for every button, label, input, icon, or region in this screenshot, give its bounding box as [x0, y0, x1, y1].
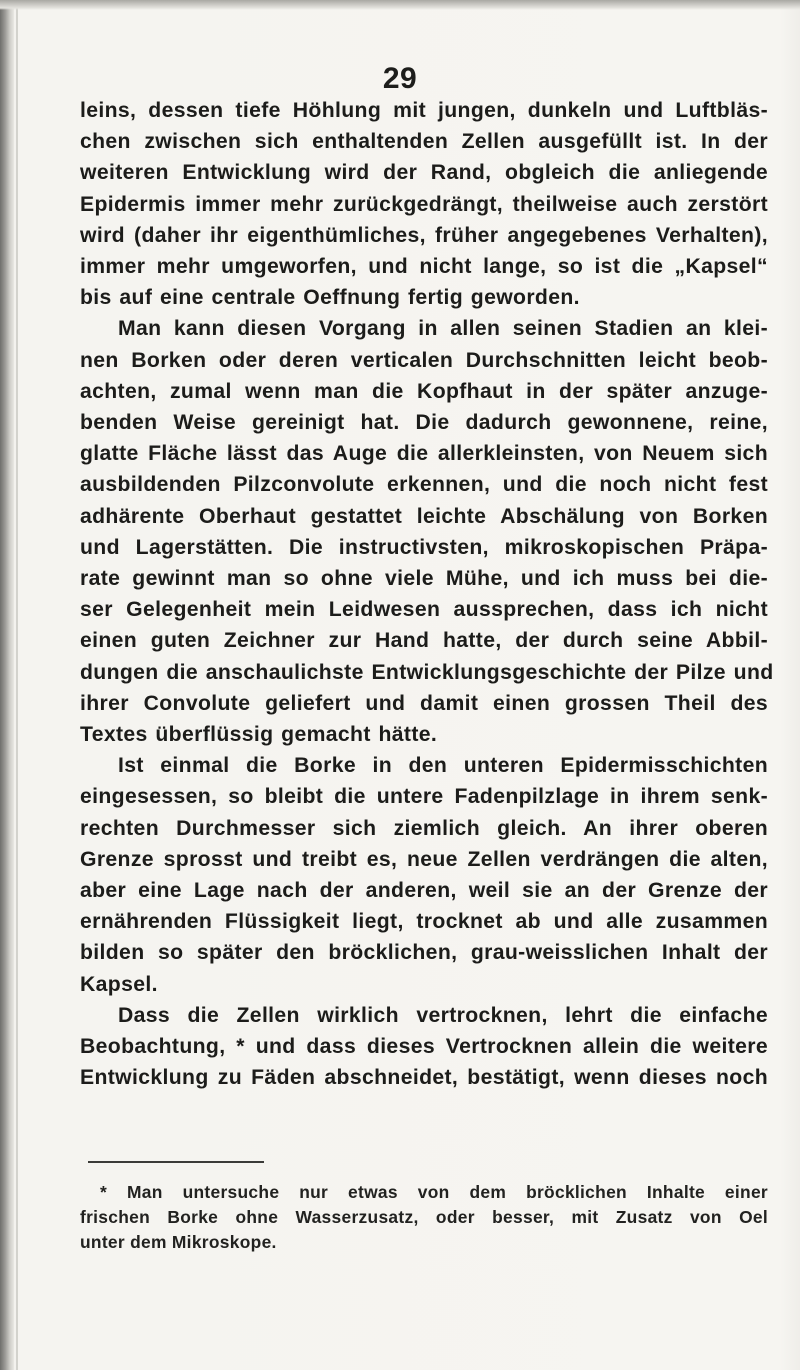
text-line: immer mehr umgeworfen, und nicht lange, so ist die „Kapsel“	[80, 255, 768, 279]
page-top-edge	[0, 0, 800, 10]
footnote	[80, 1180, 768, 1255]
text-line: wird (daher ihr eigenthümliches, früher angegebenes Verhalten),	[80, 223, 768, 247]
text-line: Epidermis immer mehr zurückgedrängt, theilweise auch zerstört	[80, 192, 768, 216]
text-line: ihrer Convolute geliefert und damit einen grossen Theil des	[80, 691, 768, 715]
footnote-line: unter dem Mikroskope.	[80, 1232, 277, 1252]
body-text	[80, 95, 774, 1094]
text-line: und Lagerstätten. Die instructivsten, mikroskopischen Präpa-	[80, 535, 768, 559]
text-line: achten, zumal wenn man die Kopfhaut in der später anzuge-	[80, 379, 768, 403]
text-line: ernährenden Flüssigkeit liegt, trocknet ab und alle zusammen	[80, 910, 768, 934]
text-line: adhärente Oberhaut gestattet leichte Abschälung von Borken	[80, 504, 768, 528]
text-line: bis auf eine centrale Oeffnung fertig geworden.	[80, 286, 580, 310]
text-line: benden Weise gereinigt hat. Die dadurch gewonnene, reine,	[80, 411, 768, 435]
footnote-line: * Man untersuche nur etwas von dem bröcklichen Inhalte einer	[100, 1182, 768, 1202]
text-line: einen guten Zeichner zur Hand hatte, der durch seine Abbil-	[80, 629, 768, 653]
text-line: chen zwischen sich enthaltenden Zellen ausgefüllt ist. In der	[80, 130, 768, 154]
page-number: 29	[382, 62, 418, 95]
footnote-divider	[88, 1161, 264, 1163]
text-line: Grenze sprosst und treibt es, neue Zellen verdrängen die alten,	[80, 847, 768, 871]
text-line: ser Gelegenheit mein Leidwesen aussprechen, dass ich nicht	[80, 598, 768, 622]
text-line: aber eine Lage nach der anderen, weil sie an der Grenze der	[80, 879, 768, 903]
text-line: leins, dessen tiefe Höhlung mit jungen, dunkeln und Luftbläs-	[80, 99, 768, 122]
paragraph-start-line: Man kann diesen Vorgang in allen seinen Stadien an klei-	[118, 317, 768, 341]
paragraph-start-line: Ist einmal die Borke in den unteren Epidermisschichten	[118, 754, 768, 778]
text-line: Kapsel.	[80, 972, 158, 996]
paragraph-start-line: Dass die Zellen wirklich vertrocknen, lehrt die einfache	[118, 1003, 768, 1027]
book-gutter-shadow	[0, 0, 14, 1370]
text-line: ausbildenden Pilzconvolute erkennen, und die noch nicht fest	[80, 473, 768, 497]
text-line: rechten Durchmesser sich ziemlich gleich. An ihrer oberen	[80, 816, 768, 840]
text-line: Beobachtung, * und dass dieses Vertrocknen allein die weitere	[80, 1035, 768, 1059]
text-line: eingesessen, so bleibt die untere Fadenpilzlage in ihrem senk-	[80, 785, 768, 809]
text-line: Textes überflüssig gemacht hätte.	[80, 723, 438, 747]
text-line: weiteren Entwicklung wird der Rand, obgleich die anliegende	[80, 161, 768, 185]
gutter-line	[16, 0, 18, 1370]
text-line: Entwicklung zu Fäden abschneidet, bestätigt, wenn dieses noch	[80, 1066, 768, 1090]
text-line: nen Borken oder deren verticalen Durchschnitten leicht beob-	[80, 348, 768, 372]
text-line: glatte Fläche lässt das Auge die allerkleinsten, von Neuem sich	[80, 442, 768, 466]
text-line: rate gewinnt man so ohne viele Mühe, und ich muss bei die-	[80, 567, 768, 591]
footnote-line: frischen Borke ohne Wasserzusatz, oder besser, mit Zusatz von Oel	[80, 1207, 768, 1227]
text-line: bilden so später den bröcklichen, grau-weisslichen Inhalt der	[80, 941, 768, 965]
text-line: dungen die anschaulichste Entwicklungsgeschichte der Pilze und	[80, 660, 774, 684]
